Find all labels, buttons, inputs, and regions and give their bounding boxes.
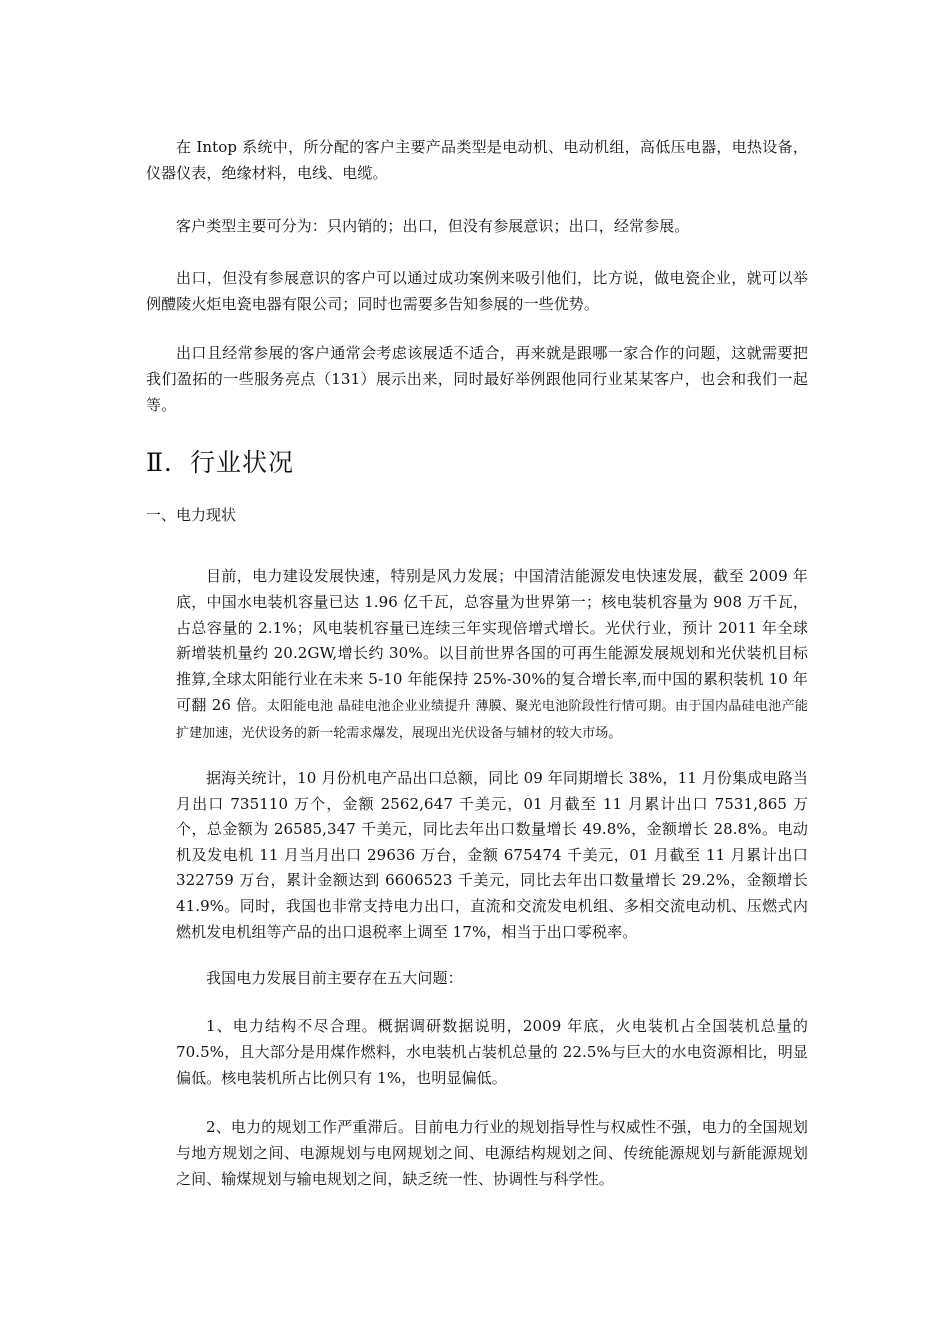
power-status-paragraph — [176, 564, 808, 747]
power-status-main-text: 目前，电力建设发展快速，特别是风力发展；中国清洁能源发电快速发展，截至 2009 年底，中国水电装机容量已达 1.96 亿千瓦，总容量为世界第一；核电装机容量为 908 万千瓦，占总容量的 2.1%；风电装机容量已连续三年实现倍增式增长。光伏行业，预计 2011 年全球新增装机量约 20.2GW,增长约 30%。以目前世界各国的可再生能源发展规划和光伏装机目标推算,全球太阳能行业在未来 5-10 年能保持 25%-30%的复合增长率,而中国的累积装机 10 年可翻 26 倍。 — [176, 567, 808, 714]
intro-paragraph-product-types: 在 Intop 系统中，所分配的客户主要产品类型是电动机、电动机组，高低压电器，电热设备，仪器仪表，绝缘材料，电线、电缆。 — [146, 138, 808, 182]
solar-cell-note: 太阳能电池 晶硅电池企业业绩提升 薄膜、聚光电池阶段性行情可期。由于国内晶硅电池产能扩建加速，光伏设务的新一轮需求爆发，展现出光伏设备与辅材的较大市场。 — [176, 698, 808, 741]
intro-paragraph-frequent-exhibitors: 出口且经常参展的客户通常会考虑该展适不适合，再来就是跟哪一家合作的问题，这就需要把我们盈拓的一些服务亮点（131）展示出来，同时最好举例跟他同行业某某客户，也会和我们一起等。 — [146, 344, 808, 414]
section-heading: Ⅱ．行业状况 — [146, 447, 294, 477]
five-problems-intro: 我国电力发展目前主要存在五大问题： — [206, 969, 463, 987]
problem-1-paragraph: 1、电力结构不尽合理。概据调研数据说明，2009 年底，火电装机占全国装机总量的 70.5%，且大部分是用煤作燃料，水电装机占装机总量的 22.5%与巨大的水电资源相比，明显偏低。核电装机所占比例只有 1%，也明显偏低。 — [176, 1017, 808, 1087]
customs-statistics-paragraph: 据海关统计，10 月份机电产品出口总额，同比 09 年同期增长 38%，11 月份集成电路当月出口 735110 万个，金额 2562,647 千美元，01 月截至 11 月累计出口 7531,865 万个，总金额为 26585,347 千美元，同比去年出口数量增长 49.8%，金额增长 28.8%。电动机及发电机 11 月当月出口 29636 万台，金额 675474 千美元，01 月截至 11 月累计出口 322759 万台，累计金额达到 6606523 千美元，同比去年出口数量增长 29.2%，金额增长 41.9%。同时，我国也非常支持电力出口，直流和交流发电机组、多相交流电动机、压燃式内燃机发电机组等产品的出口退税率上调至 17%，相当于出口零税率。 — [176, 769, 808, 941]
problem-2-paragraph: 2、电力的规划工作严重滞后。目前电力行业的规划指导性与权威性不强，电力的全国规划与地方规划之间、电源规划与电网规划之间、电源结构规划之间、传统能源规划与新能源规划之间、输煤规划与输电规划之间，缺乏统一性、协调性与科学性。 — [176, 1118, 808, 1188]
intro-paragraph-customer-types: 客户类型主要可分为：只内销的；出口，但没有参展意识；出口，经常参展。 — [176, 217, 690, 235]
subsection-heading: 一、电力现状 — [146, 506, 237, 524]
intro-paragraph-attract-exporters: 出口，但没有参展意识的客户可以通过成功案例来吸引他们，比方说，做电瓷企业，就可以举例醴陵火炬电瓷电器有限公司；同时也需要多告知参展的一些优势。 — [146, 269, 808, 313]
